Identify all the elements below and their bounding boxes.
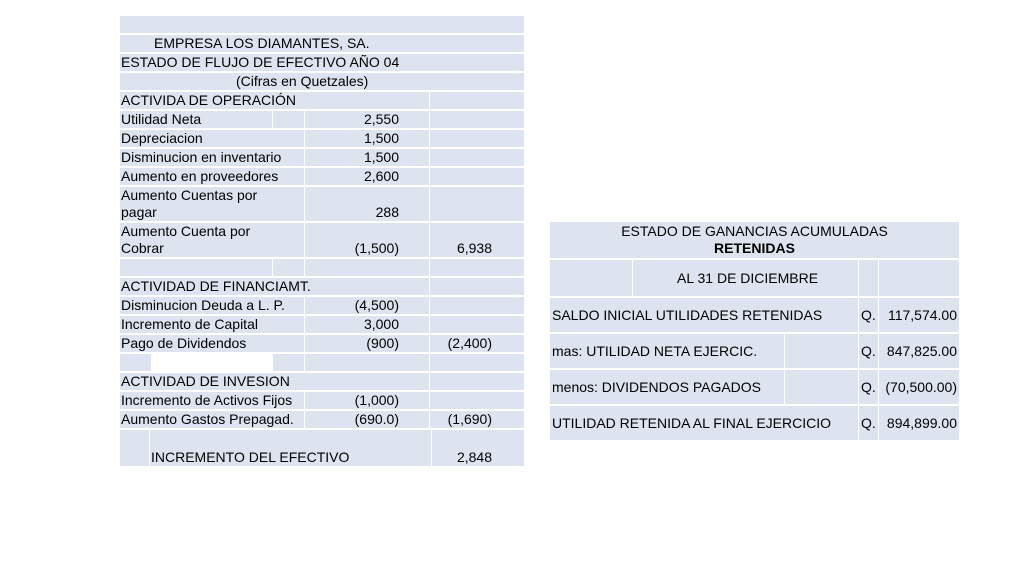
row-label: Disminucion en inventario <box>120 149 305 166</box>
empty-cell <box>430 373 525 390</box>
empty-cell <box>430 92 525 109</box>
empty-cell <box>785 370 859 404</box>
section-header-financiamiento: ACTIVIDAD DE FINANCIAMT. <box>120 278 430 295</box>
retained-row-amount: 894,899.00 <box>879 406 960 440</box>
empty-cell <box>273 259 305 276</box>
retained-row-label: mas: UTILIDAD NETA EJERCIC. <box>550 334 785 368</box>
row-amount: (900) <box>305 335 430 352</box>
empty-cell <box>430 259 525 276</box>
retained-row-currency: Q. <box>859 406 879 440</box>
empty-cell <box>305 354 430 371</box>
row-amount: 1,500 <box>305 149 430 166</box>
retained-row-currency: Q. <box>859 370 879 404</box>
empty-cell <box>430 111 525 128</box>
retained-row-amount: 847,825.00 <box>879 334 960 368</box>
row-label: Aumento Cuenta por Cobrar <box>120 223 305 257</box>
row-amount: 2,600 <box>305 168 430 185</box>
row-label: Aumento Gastos Prepagad. <box>120 411 305 428</box>
retained-title-line2: RETENIDAS <box>714 240 795 256</box>
row-amount: 3,000 <box>305 316 430 333</box>
retained-row-currency: Q. <box>859 334 879 368</box>
retained-row-label: UTILIDAD RETENIDA AL FINAL EJERCICIO <box>550 406 859 440</box>
retained-row-label: menos: DIVIDENDOS PAGADOS <box>550 370 785 404</box>
empty-cell <box>430 278 525 295</box>
empty-cell <box>550 260 633 296</box>
company-name: EMPRESA LOS DIAMANTES, SA. <box>120 35 525 52</box>
empty-cell <box>785 334 859 368</box>
increment-row <box>120 430 525 466</box>
row-label: Incremento de Activos Fijos <box>120 392 305 409</box>
empty-cell <box>120 259 273 276</box>
row-amount: (690.0) <box>305 411 430 428</box>
retained-title <box>550 222 960 258</box>
empty-cell <box>430 297 525 314</box>
row-amount: 1,500 <box>305 130 430 147</box>
increment-total: 2,848 <box>432 430 525 466</box>
empty-cell <box>430 354 525 371</box>
row-label: Incremento de Capital <box>120 316 305 333</box>
retained-row-amount: (70,500.00) <box>879 370 960 404</box>
empty-cell <box>430 168 525 185</box>
row-label: Pago de Dividendos <box>120 335 305 352</box>
row-amount: (1,000) <box>305 392 430 409</box>
row-label: Aumento Cuentas por pagar <box>120 187 305 221</box>
row-label: Aumento en proveedores <box>120 168 305 185</box>
row-amount: 288 <box>305 187 430 221</box>
empty-row <box>120 16 525 33</box>
row-amount: (4,500) <box>305 297 430 314</box>
retained-date: AL 31 DE DICIEMBRE <box>633 260 859 296</box>
row-amount: (1,500) <box>305 223 430 257</box>
empty-cell <box>430 187 525 221</box>
row-label: Depreciacion <box>120 130 305 147</box>
retained-row-amount: 117,574.00 <box>879 298 960 332</box>
empty-cell <box>879 260 960 296</box>
empty-cell <box>120 354 152 371</box>
empty-cell <box>120 430 150 466</box>
statement-title: ESTADO DE FLUJO DE EFECTIVO AÑO 04 <box>120 54 525 71</box>
retained-earnings-table <box>550 222 960 440</box>
section-header-inversion: ACTIVIDAD DE INVESION <box>120 373 430 390</box>
row-total: (1,690) <box>430 411 525 428</box>
row-label: Utilidad Neta <box>120 111 273 128</box>
retained-title-line1: ESTADO DE GANANCIAS ACUMULADAS <box>621 223 888 239</box>
row-total: 6,938 <box>430 223 525 257</box>
empty-cell <box>273 111 305 128</box>
increment-label: INCREMENTO DEL EFECTIVO <box>150 430 432 466</box>
statement-subtitle: (Cifras en Quetzales) <box>120 73 525 90</box>
empty-cell <box>859 260 879 296</box>
empty-cell <box>305 259 430 276</box>
retained-row-label: SALDO INICIAL UTILIDADES RETENIDAS <box>550 298 859 332</box>
row-label: Disminucion Deuda a L. P. <box>120 297 305 314</box>
row-total: (2,400) <box>430 335 525 352</box>
empty-cell <box>430 316 525 333</box>
row-amount: 2,550 <box>305 111 430 128</box>
empty-cell <box>430 392 525 409</box>
retained-row-currency: Q. <box>859 298 879 332</box>
empty-cell <box>430 149 525 166</box>
empty-cell <box>273 354 305 371</box>
section-header-operacion: ACTIVIDA DE OPERACIÓN <box>120 92 430 109</box>
empty-cell <box>430 130 525 147</box>
cash-flow-table <box>120 16 525 466</box>
